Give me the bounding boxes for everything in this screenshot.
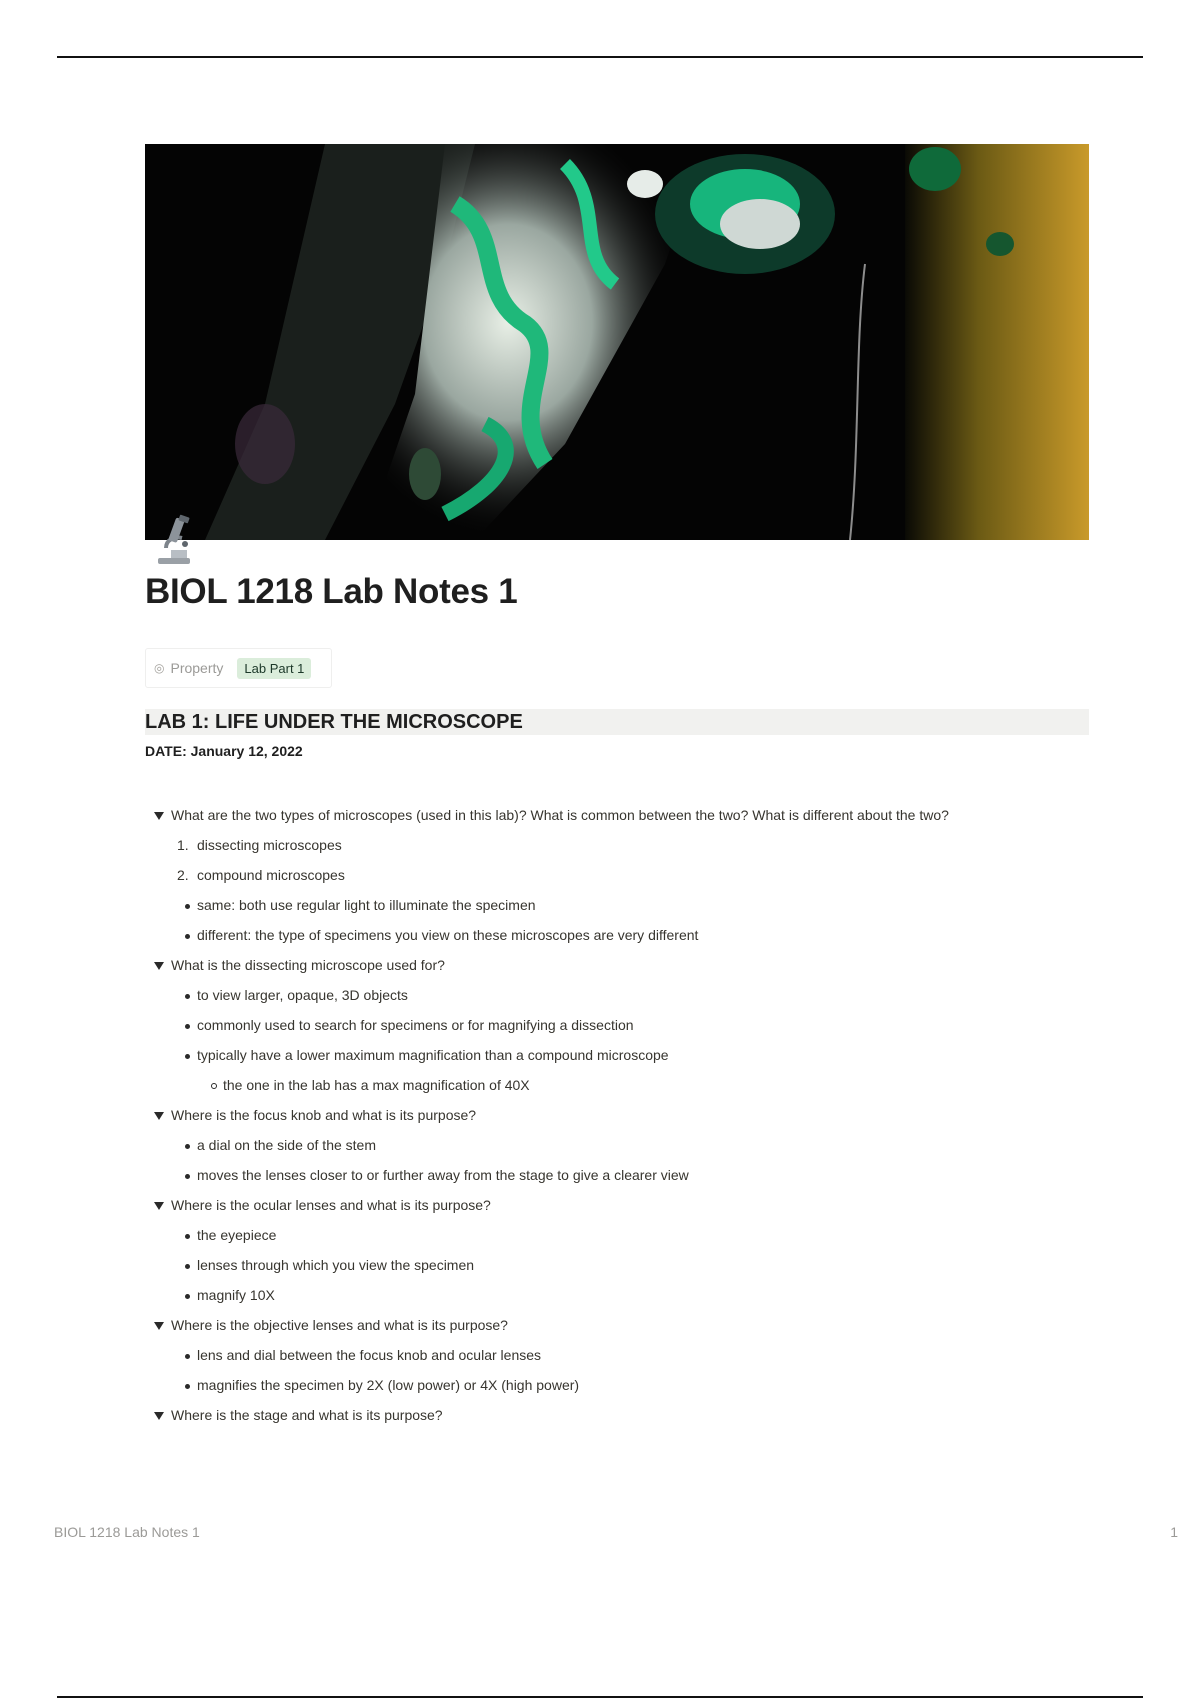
bullet-icon (185, 1234, 190, 1239)
question-text: Where is the objective lenses and what is its purpose? (171, 1317, 508, 1333)
toggle-question[interactable] (145, 1310, 1089, 1340)
bullet-item (145, 1130, 1089, 1160)
toggle-triangle-icon[interactable] (154, 1322, 164, 1330)
item-text: lenses through which you view the specimen (197, 1257, 475, 1273)
item-text: compound microscopes (197, 867, 345, 883)
toggle-triangle-icon[interactable] (154, 962, 164, 970)
numbered-item (145, 860, 1089, 890)
question-text: What is the dissecting microscope used for? (171, 957, 445, 973)
page-number: 1 (1170, 1524, 1178, 1540)
item-text: lens and dial between the focus knob and ocular lenses (197, 1347, 542, 1363)
bullet-icon (185, 1264, 190, 1269)
item-text: moves the lenses closer to or further away from the stage to give a clearer view (197, 1167, 689, 1183)
target-icon: ◎ (154, 661, 165, 675)
sub-bullet-item (145, 1070, 1089, 1100)
property-row[interactable] (145, 648, 332, 688)
toggle-triangle-icon[interactable] (154, 812, 164, 820)
item-text: different: the type of specimens you view on these microscopes are very different (197, 927, 699, 943)
bullet-icon (185, 1354, 190, 1359)
micrograph-image (145, 144, 1089, 540)
bullet-item (145, 1340, 1089, 1370)
bottom-border (57, 1696, 1143, 1698)
item-text: dissecting microscopes (197, 837, 342, 853)
question-text: Where is the ocular lenses and what is its purpose? (171, 1197, 491, 1213)
toggle-question[interactable] (145, 1100, 1089, 1130)
item-text: a dial on the side of the stem (197, 1137, 376, 1153)
item-text: the one in the lab has a max magnification of 40X (223, 1077, 530, 1093)
lab-date: DATE: January 12, 2022 (145, 743, 303, 759)
bullet-icon (185, 1384, 190, 1389)
cover-image (145, 144, 1089, 540)
toggle-question[interactable] (145, 950, 1089, 980)
item-number: 2. (177, 867, 189, 883)
bullet-item (145, 1280, 1089, 1310)
bullet-icon (185, 904, 190, 909)
bullet-icon (185, 1144, 190, 1149)
bullet-icon (185, 1174, 190, 1179)
item-text: the eyepiece (197, 1227, 277, 1243)
bullet-icon (185, 994, 190, 999)
page-title: BIOL 1218 Lab Notes 1 (145, 572, 518, 611)
toggle-question[interactable] (145, 1190, 1089, 1220)
footer-title: BIOL 1218 Lab Notes 1 (54, 1524, 200, 1540)
toggle-triangle-icon[interactable] (154, 1202, 164, 1210)
numbered-item (145, 830, 1089, 860)
notes-outline (145, 800, 1089, 1430)
item-text: to view larger, opaque, 3D objects (197, 987, 408, 1003)
item-text: magnify 10X (197, 1287, 275, 1303)
lab-heading: LAB 1: LIFE UNDER THE MICROSCOPE (145, 709, 1089, 735)
item-number: 1. (177, 837, 189, 853)
hollow-bullet-icon (211, 1083, 217, 1089)
bullet-item (145, 920, 1089, 950)
bullet-icon (185, 1024, 190, 1029)
toggle-question[interactable] (145, 1400, 1089, 1430)
bullet-icon (185, 1294, 190, 1299)
toggle-question[interactable] (145, 800, 1089, 830)
bullet-item (145, 1010, 1089, 1040)
bullet-item (145, 1160, 1089, 1190)
question-text: What are the two types of microscopes (used in this lab)? What is common between the two? What is different about the two? (171, 807, 949, 823)
item-text: magnifies the specimen by 2X (low power) or 4X (high power) (197, 1377, 580, 1393)
item-text: typically have a lower maximum magnification than a compound microscope (197, 1047, 669, 1063)
item-text: commonly used to search for specimens or for magnifying a dissection (197, 1017, 634, 1033)
property-tag[interactable]: Lab Part 1 (237, 658, 311, 679)
toggle-triangle-icon[interactable] (154, 1112, 164, 1120)
toggle-triangle-icon[interactable] (154, 1412, 164, 1420)
question-text: Where is the focus knob and what is its purpose? (171, 1107, 477, 1123)
property-name: Property (170, 660, 224, 676)
bullet-item (145, 980, 1089, 1010)
question-text: Where is the stage and what is its purpose? (171, 1407, 443, 1423)
top-border (57, 56, 1143, 58)
item-text: same: both use regular light to illuminate the specimen (197, 897, 536, 913)
bullet-item (145, 1220, 1089, 1250)
bullet-icon (185, 934, 190, 939)
bullet-item (145, 1040, 1089, 1070)
bullet-item (145, 1370, 1089, 1400)
bullet-item (145, 890, 1089, 920)
bullet-item (145, 1250, 1089, 1280)
microscope-icon (152, 514, 198, 566)
bullet-icon (185, 1054, 190, 1059)
